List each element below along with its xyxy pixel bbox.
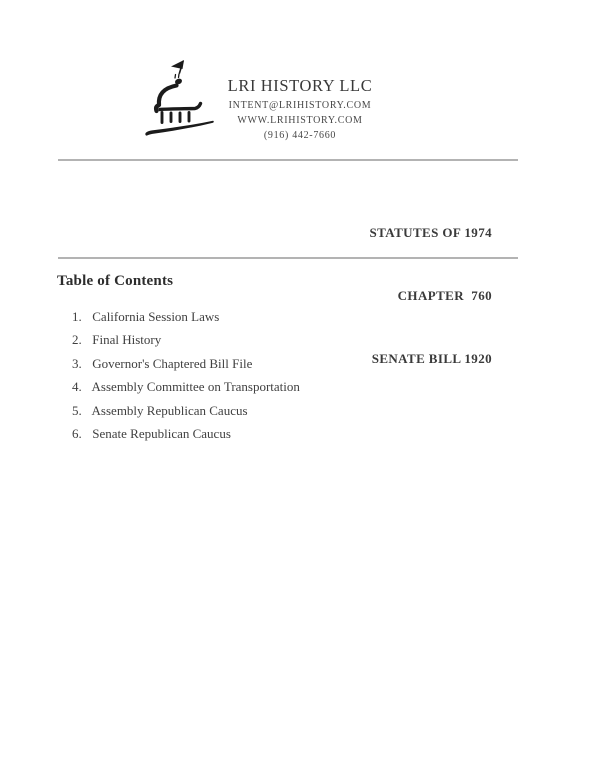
letterhead <box>0 74 600 143</box>
toc-item-label: California Session Laws <box>92 309 220 324</box>
toc-item-number: 4. <box>72 379 82 395</box>
toc-item <box>72 328 300 351</box>
toc-title: Table of Contents <box>57 273 174 289</box>
statutes-line: STATUTES OF 1974 <box>369 225 492 240</box>
toc-list <box>72 305 300 445</box>
citation-block <box>370 180 492 411</box>
toc-item <box>72 375 300 398</box>
toc-item <box>72 399 300 422</box>
chapter-line: CHAPTER 760 <box>397 288 492 303</box>
divider-bottom <box>58 257 518 259</box>
org-name: LRI HISTORY LLC <box>227 76 373 95</box>
toc-item <box>72 352 300 375</box>
toc-item-label: Assembly Committee on Transportation <box>91 379 300 395</box>
toc-item-number: 3. <box>72 355 82 371</box>
toc-item-label: Assembly Republican Caucus <box>91 402 248 418</box>
org-email: INTENT@LRIHISTORY.COM <box>228 100 372 111</box>
divider-top <box>58 159 518 161</box>
toc-item-label: Senate Republican Caucus <box>92 426 231 442</box>
senate-bill-line: SENATE BILL 1920 <box>371 351 492 366</box>
toc-item-number: 2. <box>72 332 82 348</box>
org-website: WWW.LRIHISTORY.COM <box>237 115 363 126</box>
toc-item-number: 6. <box>72 426 82 442</box>
toc-item-label: Final History <box>92 332 162 348</box>
toc-item-number: 5. <box>72 402 82 418</box>
toc-item-label: Governor's Chaptered Bill File <box>92 355 253 371</box>
org-phone: (916) 442-7660 <box>263 130 337 141</box>
toc-item <box>72 305 300 328</box>
toc-item-number: 1. <box>72 309 82 324</box>
toc-item <box>72 422 300 445</box>
